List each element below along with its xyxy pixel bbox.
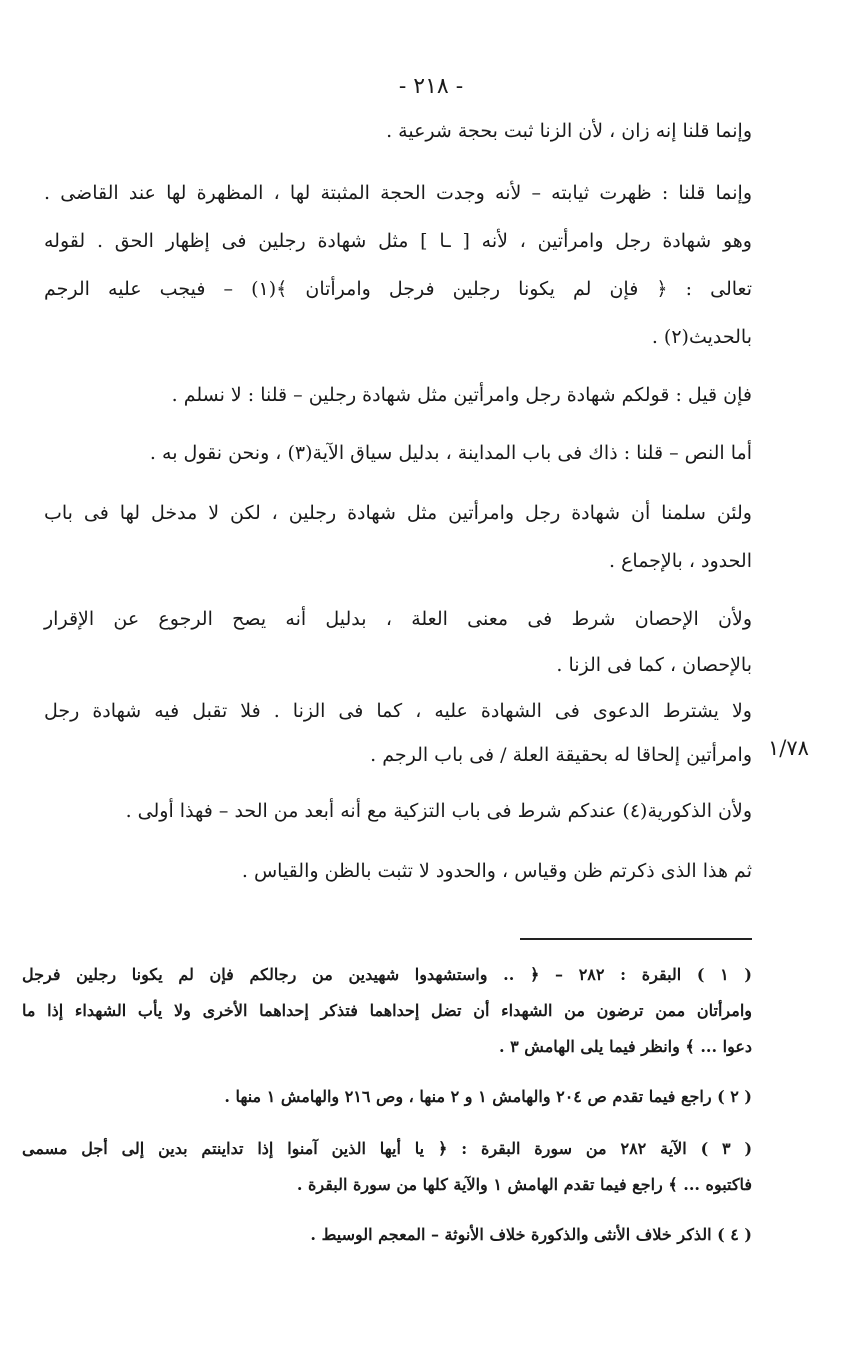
body-line: وهو شهادة رجل وامرأتين ، لأنه [ ـا ] مثل شهادة رجلين فى إظهار الحق . لقوله [44,230,752,252]
body-line: وامرأتين إلحاقا له بحقيقة العلة / فى باب الرجم . [370,744,752,766]
body-line: ولا يشترط الدعوى فى الشهادة عليه ، كما فى الزنا . فلا تقبل فيه شهادة رجل [44,700,752,722]
body-line: بالحديث(٢) . [651,326,752,348]
body-line: أما النص – قلنا : ذاك فى باب المداينة ، بدليل سياق الآية(٣) ، ونحن نقول به . [149,442,752,464]
page-number: - ٢١٨ - [398,74,464,99]
margin-folio-note: ١/٧٨ [768,736,809,760]
body-line: فإن قيل : قولكم شهادة رجل وامرأتين مثل شهادة رجلين – قلنا : لا نسلم . [171,384,752,406]
footnote-line: فاكتبوه ... ﴾ راجع فيما تقدم الهامش ١ والآية كلها من سورة البقرة . [296,1175,752,1194]
footnote-line: دعوا ... ﴾ وانظر فيما يلى الهامش ٣ . [499,1037,752,1056]
body-line: وإنما قلنا إنه زان ، لأن الزنا ثبت بحجة شرعية . [386,120,752,142]
body-line: الحدود ، بالإجماع . [608,550,752,572]
body-line: ولأن الإحصان شرط فى معنى العلة ، بدليل أنه يصح الرجوع عن الإقرار [44,608,752,630]
footnote-line: ( ١ ) البقرة : ٢٨٢ – ﴿ .. واستشهدوا شهيدين من رجالكم فإن لم يكونا رجلين فرجل [22,965,753,984]
body-line: بالإحصان ، كما فى الزنا . [556,654,752,676]
body-line: تعالى : ﴿ فإن لم يكونا رجلين فرجل وامرأتان ﴾(١) – فيجب عليه الرجم [44,278,752,300]
footnote-line: وامرأتان ممن ترضون من الشهداء أن تضل إحداهما فتذكر إحداهما الأخرى ولا يأب الشهداء إذا ما [22,1001,752,1020]
footnote-line: ( ٤ ) الذكر خلاف الأنثى والذكورة خلاف الأنوثة – المعجم الوسيط . [310,1225,752,1244]
footnote-line: ( ٢ ) راجع فيما تقدم ص ٢٠٤ والهامش ١ و ٢ منها ، وص ٢١٦ والهامش ١ منها . [224,1087,752,1106]
body-line: ثم هذا الذى ذكرتم ظن وقياس ، والحدود لا تثبت بالظن والقياس . [241,860,752,882]
body-line: ولأن الذكورية(٤) عندكم شرط فى باب التزكية مع أنه أبعد من الحد – فهذا أولى . [125,800,752,822]
body-line: وإنما قلنا : ظهرت ثيابته – لأنه وجدت الحجة المثبتة لها ، المظهرة لها عند القاضى . [44,182,752,204]
footnote-line: ( ٣ ) الآية ٢٨٢ من سورة البقرة : ﴿ يا أيها الذين آمنوا إذا تداينتم بدين إلى أجل مسمى [22,1139,753,1158]
footnote-separator [520,938,752,940]
body-line: ولئن سلمنا أن شهادة رجل وامرأتين مثل شهادة رجلين ، لكن لا مدخل لها فى باب [44,502,752,524]
